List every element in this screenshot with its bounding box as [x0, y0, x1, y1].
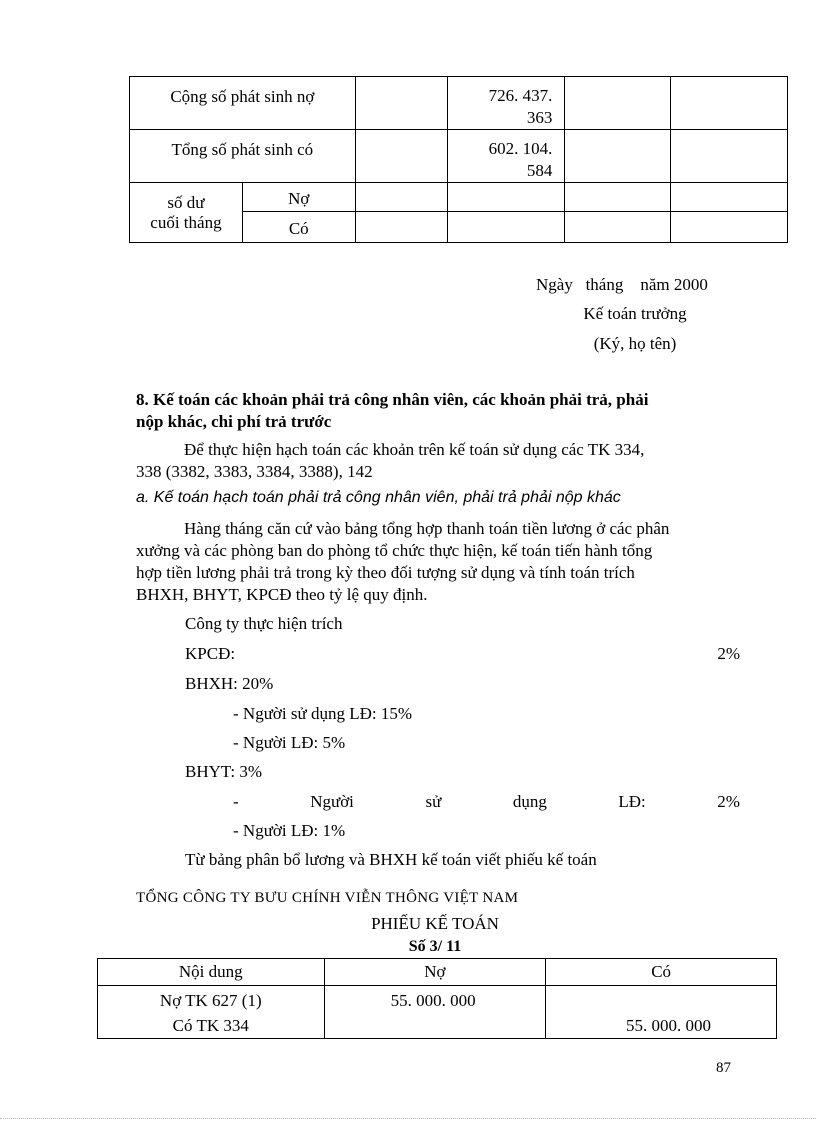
voucher-title: PHIẾU KẾ TOÁN — [371, 914, 499, 933]
debit-total-row — [130, 77, 788, 130]
voucher-number: Số 3/ 11 — [408, 938, 462, 955]
credit-total-label: Tổng số phát sinh có — [130, 130, 356, 183]
header-credit: Có — [546, 959, 777, 986]
credit-total-value: 602. 104. 584 — [447, 130, 565, 183]
bhxh-employer: - Người sử dụng LĐ: 15% — [233, 704, 412, 723]
credit-total-row — [130, 130, 788, 183]
org-name: TỔNG CÔNG TY BƯU CHÍNH VIỄN THÔNG VIỆT NAM — [136, 890, 519, 906]
bhyt-employee: - Người LĐ: 1% — [233, 821, 346, 840]
closing-balance-label: số dư cuối tháng — [130, 183, 243, 243]
signature-note: (Ký, họ tên) — [593, 334, 677, 353]
bhyt-line: BHYT: 3% — [185, 762, 263, 781]
summary-table — [129, 76, 788, 243]
subheading: a. Kế toán hạch toán phải trả công nhân viên, phải trả phải nộp khác — [136, 489, 621, 506]
bhxh-employee: - Người LĐ: 5% — [233, 733, 346, 752]
signature-title: Kế toán trưởng — [583, 304, 687, 323]
page-number: 87 — [716, 1060, 731, 1076]
closing-credit-label: Có — [242, 212, 355, 243]
kpcd-value: 2% — [717, 644, 740, 663]
debit-total-value: 726. 437. 363 — [447, 77, 565, 130]
header-content: Nội dung — [98, 959, 325, 986]
closing-debit-label: Nợ — [242, 183, 355, 212]
page-bottom-divider — [0, 1118, 816, 1119]
closing-debit-row — [130, 183, 788, 212]
entry-debit: 55. 000. 000 — [324, 986, 546, 1039]
kpcd-label: KPCĐ: — [185, 644, 236, 663]
intro-paragraph: Để thực hiện hạch toán các khoản trên kế toán sử dụng các TK 334, 338 (3382, 3383, 3384, 3388), 142 — [136, 440, 645, 481]
entry-content: Nợ TK 627 (1) Có TK 334 — [98, 986, 325, 1039]
bhyt-employer: - Người sử dụng LĐ: 2% — [233, 792, 740, 811]
entry-credit: 55. 000. 000 — [546, 986, 777, 1039]
body-paragraph: Hàng tháng căn cứ vào bảng tổng hợp thanh toán tiền lương ở các phân xưởng và các phòng ban do phòng tổ chức thực hiện, kế toán tiến hành tổng hợp tiền lương phải trả trong kỳ theo đối tượng sử dụng và tính toán trích BHXH, BHYT, KPCĐ theo tỷ lệ quy định. — [136, 519, 670, 604]
voucher-row — [98, 986, 777, 1039]
voucher-table — [97, 958, 777, 1039]
debit-total-label: Cộng số phát sinh nợ — [130, 77, 356, 130]
header-debit: Nợ — [324, 959, 546, 986]
bhxh-line: BHXH: 20% — [185, 674, 274, 693]
signature-date: Ngày tháng năm 2000 — [536, 275, 708, 294]
voucher-header-row — [98, 959, 777, 986]
company-line: Công ty thực hiện trích — [185, 614, 343, 633]
closing-line: Từ bảng phân bổ lương và BHXH kế toán viết phiếu kế toán — [185, 850, 597, 869]
section-heading: 8. Kế toán các khoản phải trả công nhân viên, các khoản phải trả, phải nộp khác, chi phí trả trước — [136, 390, 649, 431]
